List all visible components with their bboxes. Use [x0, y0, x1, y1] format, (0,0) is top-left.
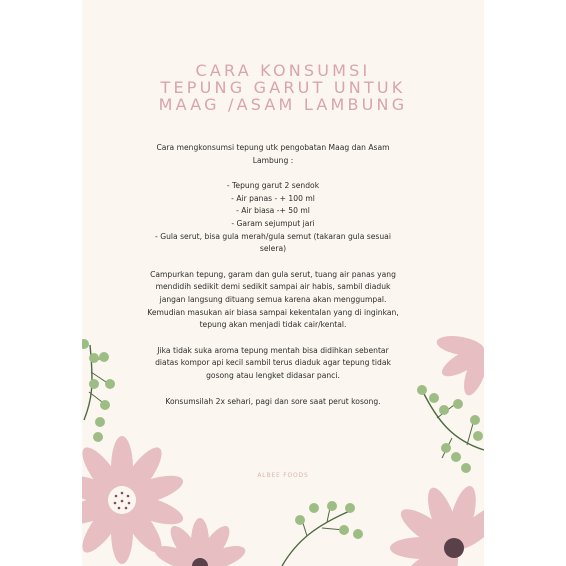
tip-line: Jika tidak suka aroma tepung mentah bisa didihkan sebentar: [157, 345, 389, 355]
intro-line: Lambung :: [252, 155, 294, 165]
ingredient-item: - Gula serut, bisa gula merah/gula semut (takaran gula sesuai: [155, 231, 391, 241]
right-sprig-icon: [417, 385, 484, 473]
ingredient-item: selera): [259, 244, 287, 254]
ingredient-item: - Air biasa -+ 50 ml: [236, 206, 310, 216]
brand-footer: ALBEE FOODS: [257, 472, 309, 479]
floral-decoration: [82, 0, 484, 566]
bottom-sprig-icon: [282, 501, 363, 566]
ingredient-item: - Tepung garut 2 sendok: [226, 181, 320, 191]
title-line-2: TEPUNG GARUT UNTUK: [160, 78, 406, 97]
closing-line: Konsumsilah 2x sehari, pagi dan sore saat perut kosong.: [165, 396, 381, 406]
tip-line: diatas kompor api kecil sambil terus diaduk agar tepung tidak: [155, 358, 391, 368]
instruction-line: Campurkan tepung, garam dan gula serut, tuang air panas yang: [150, 269, 396, 279]
instruction-line: tepung akan menjadi tidak cair/kental.: [199, 320, 347, 330]
bottom-flower-icon: [152, 518, 248, 566]
intro-line: Cara mengkonsumsi tepung utk pengobatan Maag dan Asam: [156, 143, 390, 152]
instruction-line: Kemudian masukan air biasa sampai kekentalan yang di inginkan,: [147, 307, 399, 317]
left-sprig-icon: [82, 339, 115, 442]
title-line-1: CARA KONSUMSI: [195, 61, 371, 80]
ingredient-item: - Garam sejumput jari: [231, 218, 315, 228]
title-line-3: MAAG /ASAM LAMBUNG: [158, 95, 408, 114]
left-flower-icon: [82, 436, 186, 564]
tip-line: gosong atau lengket didasar panci.: [206, 370, 340, 380]
instruction-line: jangan langsung dituang semua karena akan menggumpal.: [159, 294, 387, 304]
ingredient-item: - Air panas - + 100 ml: [231, 193, 315, 203]
right-flower-top-icon: [435, 333, 484, 398]
instruction-line: mendidih sedikit demi sedikit sampai air habis, sambil diaduk: [155, 282, 391, 292]
recipe-card: [82, 0, 484, 566]
right-flower-bottom-icon: [390, 483, 484, 566]
